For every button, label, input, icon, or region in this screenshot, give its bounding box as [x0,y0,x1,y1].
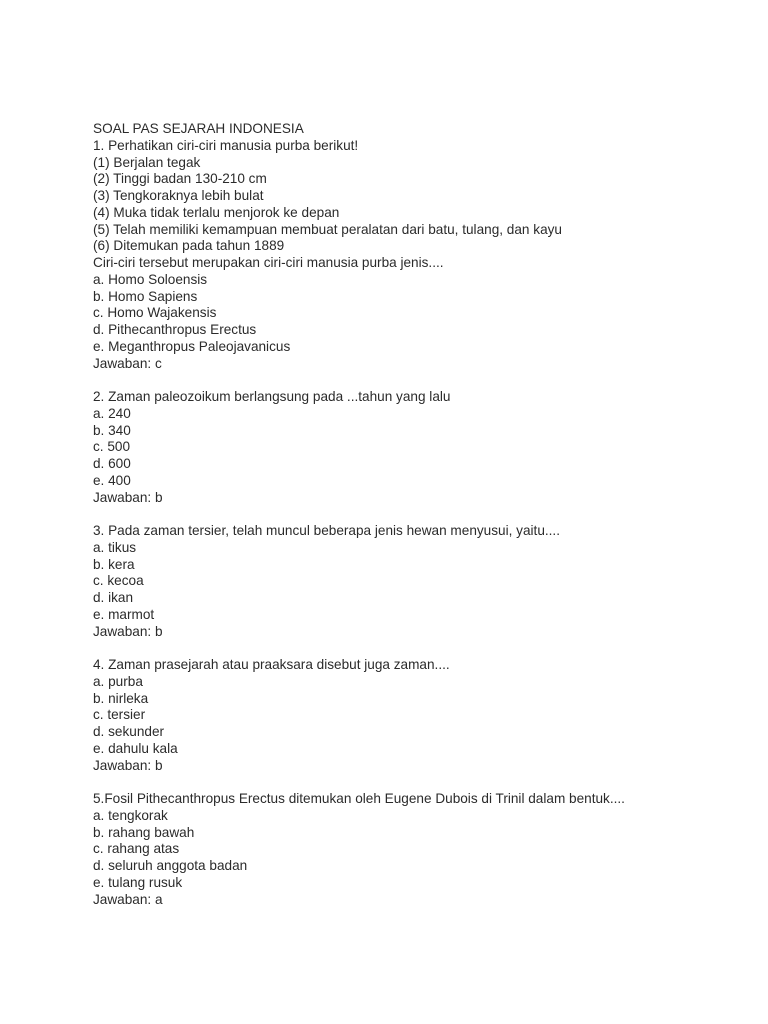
answer-option: e. marmot [93,606,155,622]
answer-option: a. Homo Soloensis [93,271,208,287]
answer-option: e. Meganthropus Paleojavanicus [93,338,291,354]
answer-option: c. rahang atas [93,841,180,857]
answer-option: a. 240 [93,405,131,421]
answer-option: a. purba [93,673,143,689]
answer-option: e. dahulu kala [93,740,178,756]
answer-option: d. ikan [93,590,134,605]
answer-option: b. rahang bawah [93,824,195,840]
answer-option: e. tulang rusuk [93,874,183,890]
question-spacer [93,372,733,389]
answer-option: d. seluruh anggota badan [93,858,248,873]
question-detail-line: (6) Ditemukan pada tahun 1889 [93,238,285,254]
question-block [93,389,733,506]
document-title: SOAL PAS SEJARAH INDONESIA [93,121,304,136]
question-spacer [93,506,733,523]
answer-key: Jawaban: b [93,489,163,505]
answer-key: Jawaban: b [93,623,163,639]
answer-key: Jawaban: c [93,355,162,371]
answer-option: a. tengkorak [93,807,168,823]
question-block [93,657,733,774]
question-text: 2. Zaman paleozoikum berlangsung pada ...tahun yang lalu [93,389,451,404]
answer-option: d. 600 [93,456,131,471]
answer-option: c. kecoa [93,573,144,589]
question-detail-line: (2) Tinggi badan 130-210 cm [93,171,267,187]
answer-key: Jawaban: a [93,891,163,907]
question-spacer [93,774,733,791]
question-text: 1. Perhatikan ciri-ciri manusia purba berikut! [93,137,359,153]
question-text: 5.Fosil Pithecanthropus Erectus ditemukan oleh Eugene Dubois di Trinil dalam bentuk.... [93,791,625,806]
question-block [93,791,733,908]
question-detail-line: (4) Muka tidak terlalu menjorok ke depan [93,204,340,220]
answer-option: c. 500 [93,439,131,455]
answer-option: b. 340 [93,422,131,438]
question-detail-line: (3) Tengkoraknya lebih bulat [93,188,264,203]
question-block [93,523,733,640]
answer-option: c. Homo Wajakensis [93,305,217,321]
question-list [93,138,733,909]
question-block [93,138,733,373]
answer-option: d. sekunder [93,724,165,739]
answer-option: c. tersier [93,707,146,723]
question-detail-line: Ciri-ciri tersebut merupakan ciri-ciri manusia purba jenis.... [93,255,444,270]
question-spacer [93,640,733,657]
answer-option: b. nirleka [93,690,149,706]
answer-option: a. tikus [93,539,137,555]
answer-key: Jawaban: b [93,757,163,773]
document-body [93,121,733,908]
answer-option: b. Homo Sapiens [93,288,198,304]
answer-option: b. kera [93,556,135,572]
question-text: 4. Zaman prasejarah atau praaksara disebut juga zaman.... [93,657,450,672]
answer-option: e. 400 [93,472,131,488]
question-text: 3. Pada zaman tersier, telah muncul beberapa jenis hewan menyusui, yaitu.... [93,523,560,538]
question-detail-line: (1) Berjalan tegak [93,154,201,170]
question-detail-line: (5) Telah memiliki kemampuan membuat peralatan dari batu, tulang, dan kayu [93,221,562,237]
answer-option: d. Pithecanthropus Erectus [93,322,257,337]
